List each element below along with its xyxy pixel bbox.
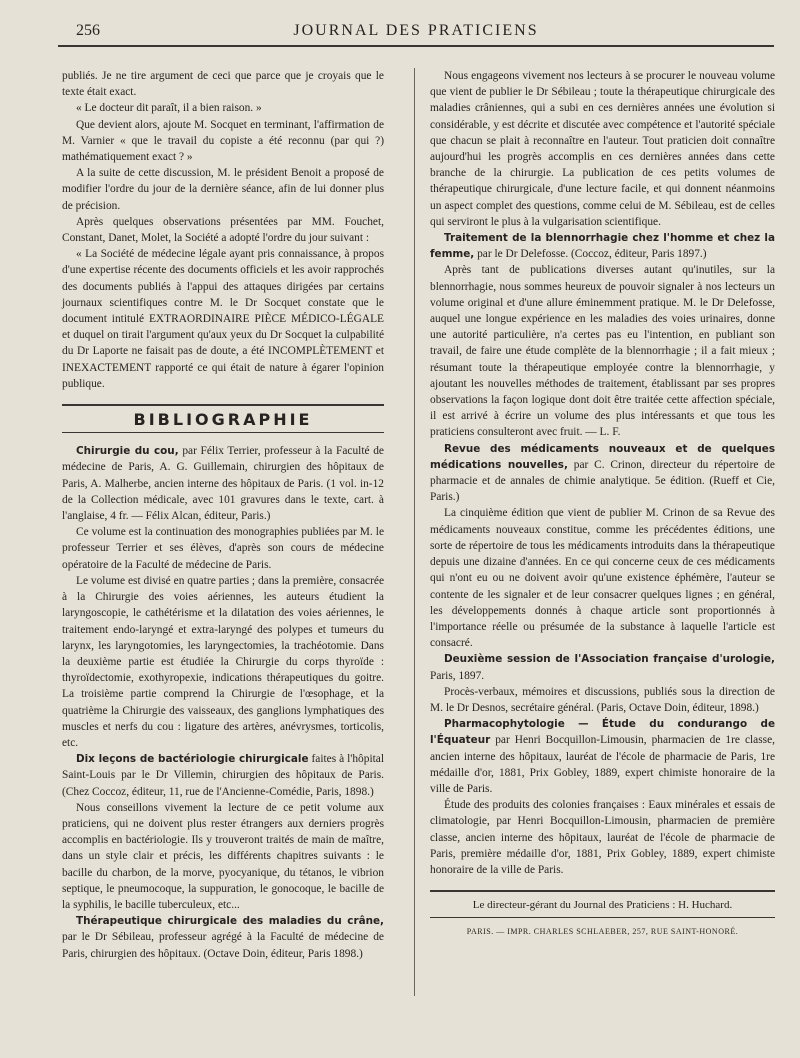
header-rule [58, 45, 774, 47]
director-line: Le directeur-gérant du Journal des Praticiens : H. Huchard. [430, 892, 775, 918]
entry-text: par le Dr Sébileau, professeur agrégé à la Faculté de médecine de Paris, chirurgien des hôpitaux. (Octave Doin, éditeur, Paris 1898.) [62, 931, 384, 960]
entry-text: Le volume est divisé en quatre parties ; dans la première, consacrée à la Chirurgie des voies aériennes, les auteurs étudient la laryngoscopie, le cathétérisme et la dilatation des voies aériennes, le traitement endo-laryngé et extra-laryngé des polypes et tumeurs du larynx, les laryngotomies, les laryngectomies, la trachéotomie. Dans la deuxième partie est étudiée la Chirurgie du corps thyroïde : thyroïdectomie, exothyropexie, indications thérapeutiques du goitre. La troisième partie comprend la Chirurgie de l'œsophage, et la quatrième la Chirurgie des vaisseaux, des ganglions lymphatiques des muscles et nerfs du cou : ligature des artères, anévrysmes, torticolis, etc. [62, 574, 384, 749]
entry-text: par le Dr Delefosse. (Coccoz, éditeur, Paris 1897.) [477, 248, 707, 261]
entry-heading: Deuxième session de l'Association française d'urologie, [444, 653, 775, 666]
left-column [62, 68, 384, 962]
bib-entry [430, 230, 775, 262]
bib-entry [430, 441, 775, 506]
bib-entry [62, 751, 384, 800]
bib-entry [430, 716, 775, 797]
entry-heading: Chirurgie du cou, [76, 445, 179, 458]
bib-entry [430, 651, 775, 683]
right-column [430, 68, 775, 941]
entry-text: Nous engageons vivement nos lecteurs à se procurer le nouveau volume que vient de publier le Dr Sébileau ; toute la thérapeutique chirurgicale des maladies crâniennes, qui a subi en ces dernières années une évolution si considérable, y est décrite et discutée avec compétence et l'autorité spéciale que chacun se plait à reconnaître en l'auteur. Tout praticien doit connaître aujourd'hui les progrès accomplis en ces dernières années dans cette branche de la chirurgie. La publication de ces petits volumes de thérapeutique chirurgicale, d'une lecture facile, et qui donnent néanmoins un aspect complet des questions, comme celui de M. Sébileau, est de celles qui serviront le plus à la vulgarisation scientifique. [430, 70, 775, 228]
bib-entry [430, 684, 775, 716]
entry-text: faites à l'hôpital Saint-Louis par le Dr Villemin, chirurgien des hôpitaux de Paris. (Chez Coccoz, éditeur, 11, rue de l'Ancienne-Comédie, Paris, 1898.) [62, 753, 384, 798]
entry-text: Nous conseillons vivement la lecture de ce petit volume aux praticiens, qui ne doivent plus rester étrangers aux derniers progrès accomplis en bactériologie. Ils y trouveront traités de main de maître, dans un style clair et précis, les différents chapitres suivants : le bacille du charbon, de la morve, pyocyanique, du tétanos, le vibrion septique, le pneumocoque, la suppuration, le gonocoque, le bacille de la syphilis, le bacille tuberculeux, etc... [62, 801, 384, 911]
entry-heading: Traitement de la blennorrhagie chez l'homme et chez la femme, [430, 232, 775, 261]
entry-heading: Thérapeutique chirurgicale des maladies du crâne, [76, 915, 384, 928]
bib-entry [62, 800, 384, 913]
column-divider [414, 68, 415, 996]
entry-heading: Pharmacophytologie — Étude du condurango de l'Équateur [430, 718, 775, 747]
entry-text: Ce volume est la continuation des monographies publiées par M. le professeur Terrier et ses élèves, d'après son cours de médecine opératoire de la Faculté de médecine de Paris. [62, 526, 384, 571]
entry-text: Après tant de publications diverses autant qu'inutiles, sur la blennorrhagie, nous sommes heureux de pouvoir signaler à nos lecteurs un volume original et d'une allure éminemment pratique. M. le Dr Delefosse, auquel une longue expérience en les maladies des voies urinaires, donne une autorité particulière, n'a certes pas eu l'intention, en publiant son travail, de faire une étude complète de la blennorrhagie ; il a fait mieux ; résumant toute la thérapeutique employée contre la blennorrhagie, y ajoutant les nouvelles méthodes de traitement, établissant par ses propres observations la façon logique dont doit être traitée cette affection spéciale, il est arrivé à écrire un volume des plus intéressants et que tous les praticiens consulteront avec fruit. — L. F. [430, 264, 775, 439]
entry-heading: Dix leçons de bactériologie chirurgicale [76, 753, 309, 766]
bib-entry [430, 68, 775, 230]
paragraph: publiés. Je ne tire argument de ceci que parce que je croyais que le texte était exact. [62, 70, 384, 99]
bib-entry [430, 505, 775, 651]
entry-text: par Félix Terrier, professeur à la Faculté de médecine de Paris, A. G. Guillemain, chirurgien des hôpitaux de Paris, A. Malherbe, ancien interne des hôpitaux de Paris. (1 vol. in-12 de la Collection médicale, avec 101 gravures dans le texte, cart. à l'anglaise, 4 fr. — Félix Alcan, éditeur, Paris.) [62, 445, 384, 523]
bib-entry [62, 443, 384, 524]
page-number: 256 [76, 22, 100, 39]
bib-entry [62, 913, 384, 962]
running-head: JOURNAL DES PRATICIENS [293, 22, 539, 39]
bib-entry [62, 524, 384, 573]
bib-entry [430, 797, 775, 878]
paragraph: Que devient alors, ajoute M. Socquet en terminant, l'affirmation de M. Varnier « que le travail du copiste a été reconnu (par qui ?) mathématiquement exact ? » [62, 118, 384, 164]
entry-text: Étude des produits des colonies françaises : Eaux minérales et essais de climatologie, par Henri Bocquillon-Limousin, pharmacien de première classe, ancien interne des hôpitaux, lauréat de l'école de pharmacie de Paris, première médaille d'or, 1881, Prix Gobley, 1889, expert chimiste honoraire de la ville de Paris. [430, 799, 775, 876]
entry-text: par Henri Bocquillon-Limousin, pharmacien de 1re classe, ancien interne des hôpitaux, lauréat de l'école de pharmacie de Paris, 1re médaille d'or, 1881, Prix Gobley, 1889, expert chimiste honoraire de la ville de Paris. [430, 734, 775, 795]
paragraph: A la suite de cette discussion, M. le président Benoit a proposé de modifier l'ordre du jour de la dernière séance, afin de lui donner plus de précision. [62, 167, 384, 212]
bib-entry [430, 262, 775, 440]
entry-heading: Revue des médicaments nouveaux et de quelques médications nouvelles, [430, 442, 775, 471]
page-header [58, 18, 774, 48]
bibliography-title: BIBLIOGRAPHIE [62, 404, 384, 433]
entry-text: Paris, 1897. [430, 669, 485, 682]
bib-entry [62, 573, 384, 751]
printer-line: PARIS. — IMPR. CHARLES SCHLAEBER, 257, RUE SAINT-HONORÉ. [466, 927, 739, 937]
entry-text: La cinquième édition que vient de publier M. Crinon de sa Revue des médicaments nouveaux constitue, comme les précédentes éditions, une sorte de répertoire de tous les médicaments introduits dans la thérapeutique depuis une dizaine d'années. En ce qui concerne ceux de ces médicaments qui n'ont eu ou ne doivent avoir qu'une existence éphémère, l'auteur se contente de les signaler et de leur consacrer quelques lignes ; en général, les développements donnés à chaque article sont proportionnés à l'importance réelle ou présumée de la substance à laquelle l'article est consacré. [430, 507, 775, 650]
entry-text: Procès-verbaux, mémoires et discussions, publiés sous la direction de M. le Dr Desnos, secrétaire général. (Paris, Octave Doin, éditeur, 1898.) [430, 685, 775, 714]
paragraph: « Le docteur dit paraît, il a bien raison. » [76, 102, 262, 115]
resolution-quote: « La Société de médecine légale ayant pris connaissance, à propos d'une expertise récente des documents officiels et les avoir rapprochés des documents publiés à l'appui des attaques dirigées par certains journaux scientifiques contre M. le Dr Socquet constate que le document intitulé EXTRAORDINAIRE PIÈCE MÉDICO-LÉGALE et duquel on tirait l'argument qu'aux yeux du Dr Socquet la culpabilité du Dr Laporte ne faisait pas de doute, a été INCOMPLÈTEMENT et INEXACTEMENT rapporté ce qui était de nature à égarer l'opinion publique. [62, 248, 384, 390]
paragraph: Après quelques observations présentées par MM. Fouchet, Constant, Danet, Molet, la Société a adopté l'ordre du jour suivant : [62, 215, 384, 245]
entry-text: par C. Crinon, directeur du répertoire de pharmacie et de annales de chimie analytique. 5e édition. (Rueff et Cie, Paris.) [430, 458, 775, 504]
